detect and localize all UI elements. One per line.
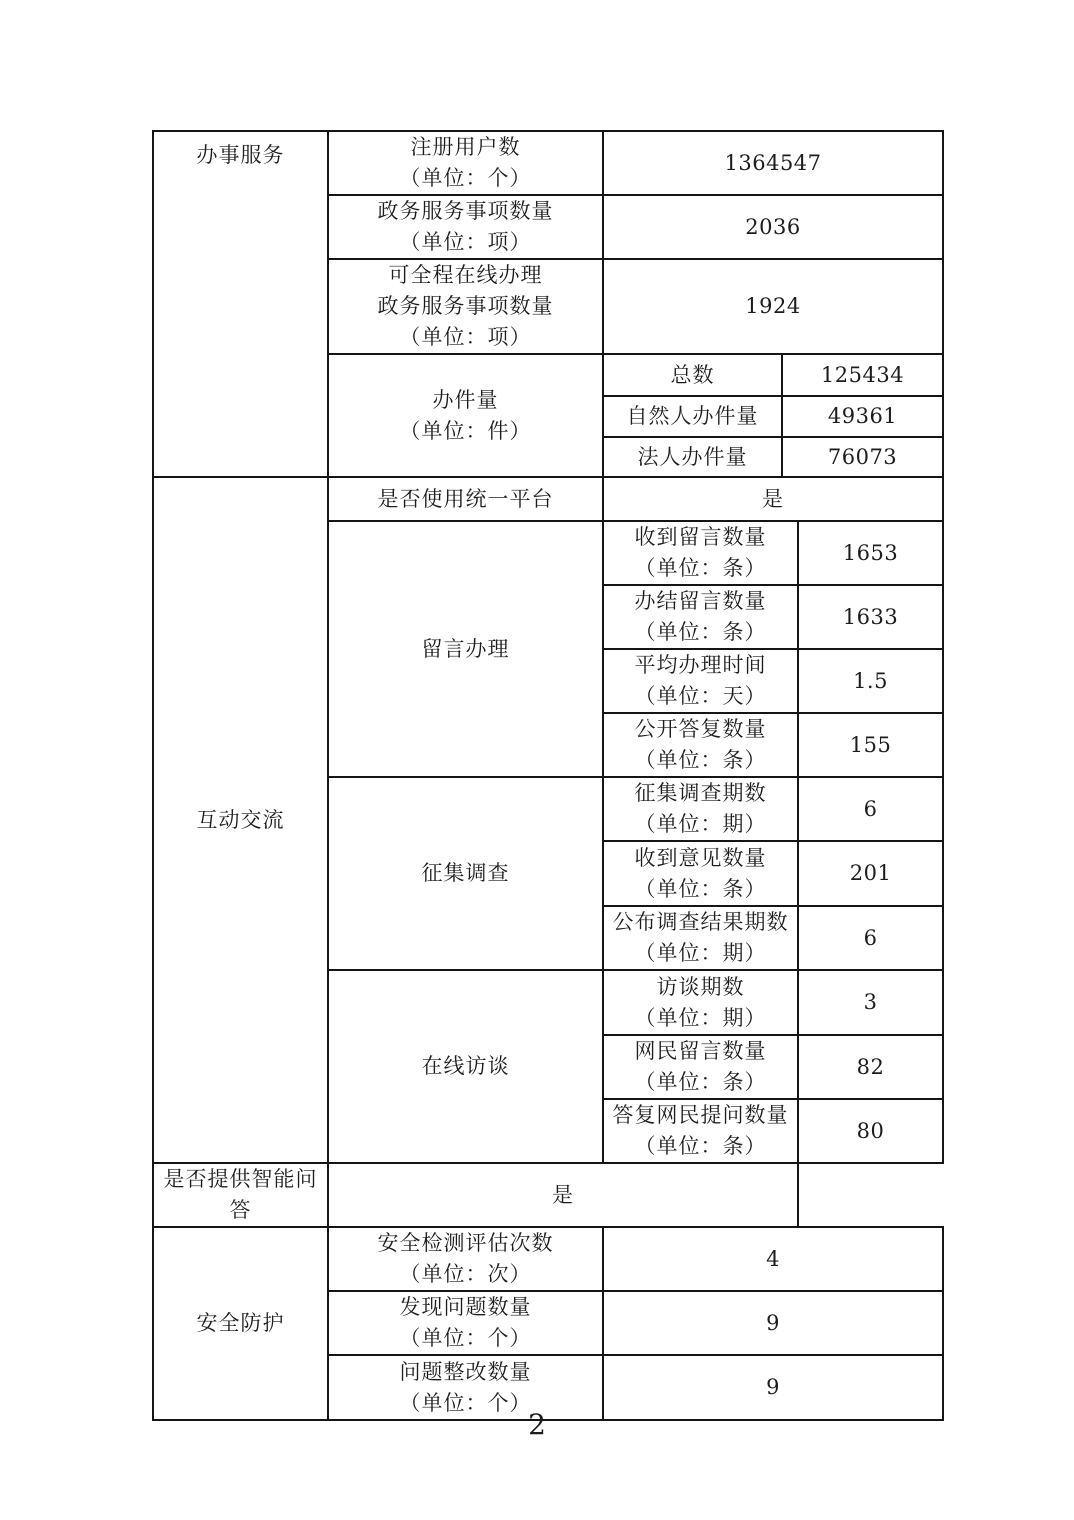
metric-unit: （单位：件）	[399, 418, 532, 443]
metric-unit: （单位：条）	[634, 876, 767, 901]
sub-metric-cell	[603, 713, 798, 777]
metric-label-cell	[328, 259, 603, 354]
sub-metric-cell	[603, 1035, 798, 1099]
sub-metric-cell	[603, 585, 798, 649]
value-cell: 76073	[782, 437, 943, 477]
value-cell: 1924	[603, 259, 943, 354]
sub-metric-cell: 总数	[603, 354, 782, 396]
metric-label-cell	[328, 1227, 603, 1291]
page-number: 2	[528, 1408, 546, 1441]
metric-unit: （单位：个）	[399, 1326, 532, 1350]
value-cell: 是	[328, 1163, 798, 1227]
value-cell: 155	[798, 713, 943, 777]
metric-name: 发现问题数量	[399, 1295, 532, 1319]
metric-label-cell	[328, 195, 603, 259]
category-cell: 互动交流	[153, 477, 328, 1163]
value-cell: 2036	[603, 195, 943, 259]
value-cell: 1633	[798, 585, 943, 649]
metric-unit: （单位：天）	[634, 684, 767, 708]
metric-name: 政务服务事项数量	[377, 199, 554, 223]
metric-label-cell	[328, 131, 603, 195]
metric-name: 网民留言数量	[634, 1039, 767, 1063]
metric-name: 安全检测评估次数	[377, 1231, 554, 1255]
metric-name: 访谈期数	[656, 974, 745, 999]
metric-name: 公开答复数量	[634, 717, 767, 741]
value-cell: 82	[798, 1035, 943, 1099]
metric-label-cell: 在线访谈	[328, 970, 603, 1163]
sub-metric-cell	[603, 777, 798, 841]
metric-unit: （单位：期）	[634, 941, 767, 965]
value-cell: 1653	[798, 521, 943, 585]
metric-unit: （单位：条）	[634, 748, 767, 772]
metric-unit: （单位：期）	[634, 812, 767, 836]
value-cell: 1.5	[798, 649, 943, 713]
metric-unit: （单位：个）	[399, 1390, 532, 1415]
metric-name: 办件量	[432, 387, 499, 412]
sub-metric-cell	[603, 906, 798, 970]
value-cell: 4	[603, 1227, 943, 1291]
sub-metric-cell	[603, 841, 798, 906]
metric-unit: （单位：项）	[399, 325, 532, 349]
value-cell: 3	[798, 970, 943, 1035]
metric-name: 问题整改数量	[399, 1359, 532, 1384]
sub-metric-cell	[603, 521, 798, 585]
metric-unit: （单位：条）	[634, 1134, 767, 1158]
metric-unit: （单位：项）	[399, 230, 532, 254]
metric-label-cell: 是否提供智能问答	[153, 1163, 328, 1227]
value-cell: 201	[798, 841, 943, 906]
value-cell: 80	[798, 1099, 943, 1163]
metric-name: 办结留言数量	[634, 589, 767, 613]
metric-name: 征集调查期数	[634, 781, 767, 805]
metric-name: 公布调查结果期数	[612, 910, 789, 934]
metric-name: 注册用户数	[410, 135, 521, 159]
value-cell: 是	[603, 477, 943, 521]
metric-name: 平均办理时间	[634, 653, 767, 677]
value-cell: 6	[798, 906, 943, 970]
sub-metric-cell	[603, 1099, 798, 1163]
metric-name: 答复网民提问数量	[612, 1103, 789, 1127]
metric-label-cell	[328, 354, 603, 477]
category-cell: 办事服务	[153, 131, 328, 477]
sub-metric-cell: 法人办件量	[603, 437, 782, 477]
metric-label-cell	[328, 1291, 603, 1355]
sub-metric-cell: 自然人办件量	[603, 396, 782, 437]
value-cell: 6	[798, 777, 943, 841]
metric-label-cell: 征集调查	[328, 777, 603, 970]
sub-metric-cell	[603, 649, 798, 713]
metric-label-cell: 是否使用统一平台	[328, 477, 603, 521]
metric-unit: （单位：次）	[399, 1262, 532, 1286]
metric-name: 政务服务事项数量	[377, 294, 554, 318]
metric-unit: （单位：条）	[634, 620, 767, 644]
metric-unit: （单位：条）	[634, 556, 767, 580]
report-table	[152, 130, 944, 1421]
metric-unit: （单位：个）	[399, 166, 532, 190]
metric-unit: （单位：期）	[634, 1005, 767, 1030]
sub-metric-cell	[603, 970, 798, 1035]
value-cell: 125434	[782, 354, 943, 396]
metric-name: 可全程在线办理	[388, 263, 543, 287]
value-cell: 1364547	[603, 131, 943, 195]
metric-label-cell: 留言办理	[328, 521, 603, 777]
category-cell: 安全防护	[153, 1227, 328, 1420]
metric-name: 收到意见数量	[634, 845, 767, 870]
value-cell: 9	[603, 1355, 943, 1420]
metric-unit: （单位：条）	[634, 1070, 767, 1094]
metric-name: 收到留言数量	[634, 525, 767, 549]
value-cell: 49361	[782, 396, 943, 437]
value-cell: 9	[603, 1291, 943, 1355]
